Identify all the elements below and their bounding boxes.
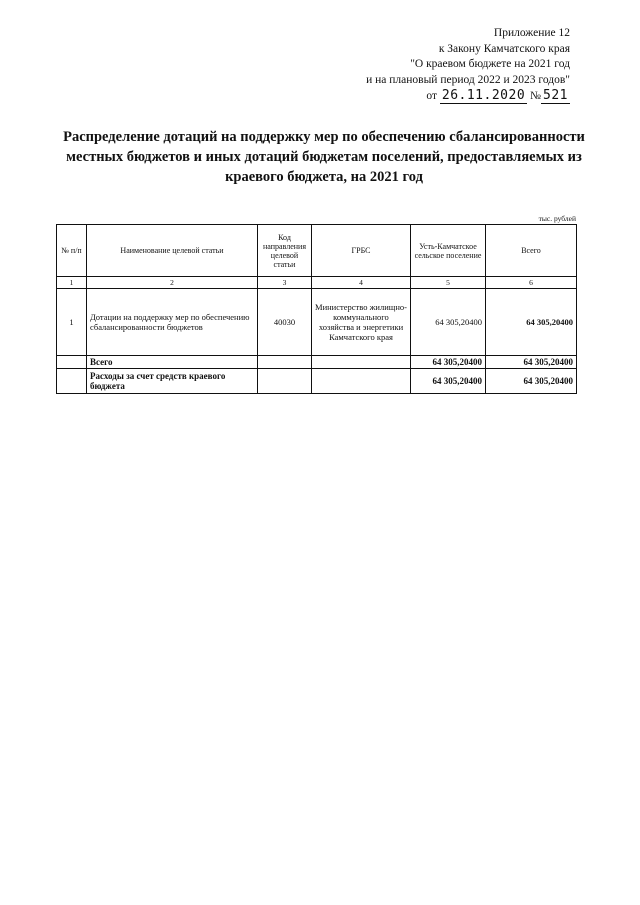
- appendix-label: Приложение 12: [493, 27, 570, 39]
- number-value: 521: [543, 88, 568, 103]
- total-settlement-amount: 64 305,20400: [411, 356, 486, 369]
- table-row: [57, 289, 577, 356]
- date-value: 26.11.2020: [441, 88, 526, 103]
- document-header: [270, 26, 570, 105]
- law-title: "О краевом бюджете на 2021 год: [410, 58, 570, 70]
- date-prefix: от: [426, 90, 437, 102]
- total-amount: 64 305,20400: [486, 356, 577, 369]
- column-number-row: [57, 277, 577, 289]
- row-total-amount: 64 305,20400: [486, 289, 577, 356]
- date-number-line: [270, 88, 570, 105]
- total-empty-cell: [312, 356, 411, 369]
- row-settlement-amount: 64 305,20400: [411, 289, 486, 356]
- total-row: [57, 356, 577, 369]
- document-title: Распределение дотаций на поддержку мер по обеспечению сбалансированности местных бюджетов и иных дотаций бюджетам поселений, предоставляемых из краевого бюджета, на 2021 год: [63, 129, 585, 185]
- column-header-total: Всего: [486, 225, 577, 277]
- column-header-settlement: Усть-Камчатское сельское поселение: [411, 225, 486, 277]
- column-number: 4: [312, 277, 411, 289]
- total-label: Всего: [87, 356, 258, 369]
- expenses-empty-cell: [312, 369, 411, 394]
- total-empty-cell: [258, 356, 312, 369]
- expenses-row: [57, 369, 577, 394]
- number-sign: №: [530, 90, 542, 102]
- plan-period: и на плановый период 2022 и 2023 годов": [366, 73, 570, 86]
- row-name: Дотации на поддержку мер по обеспечению сбалансированности бюджетов: [87, 289, 258, 356]
- column-header-number: № п/п: [57, 225, 87, 277]
- expenses-empty-cell: [57, 369, 87, 394]
- expenses-total-amount: 64 305,20400: [486, 369, 577, 394]
- total-empty-cell: [57, 356, 87, 369]
- expenses-label: Расходы за счет средств краевого бюджета: [87, 369, 258, 394]
- expenses-settlement-amount: 64 305,20400: [411, 369, 486, 394]
- law-reference: к Закону Камчатского края: [438, 42, 570, 55]
- row-code: 40030: [258, 289, 312, 356]
- column-header-code: Код направления целевой статьи: [258, 225, 312, 277]
- expenses-empty-cell: [258, 369, 312, 394]
- column-number: 2: [87, 277, 258, 289]
- column-header-name: Наименование целевой статьи: [87, 225, 258, 277]
- row-number: 1: [57, 289, 87, 356]
- column-number: 5: [411, 277, 486, 289]
- distribution-table: [56, 224, 577, 394]
- column-number: 3: [258, 277, 312, 289]
- units-label: тыс. рублей: [538, 214, 576, 223]
- row-grbs: Министерство жилищно-коммунального хозяйства и энергетики Камчатского края: [312, 289, 411, 356]
- column-number: 6: [486, 277, 577, 289]
- table-header-row: [57, 225, 577, 277]
- column-number: 1: [57, 277, 87, 289]
- column-header-grbs: ГРБС: [312, 225, 411, 277]
